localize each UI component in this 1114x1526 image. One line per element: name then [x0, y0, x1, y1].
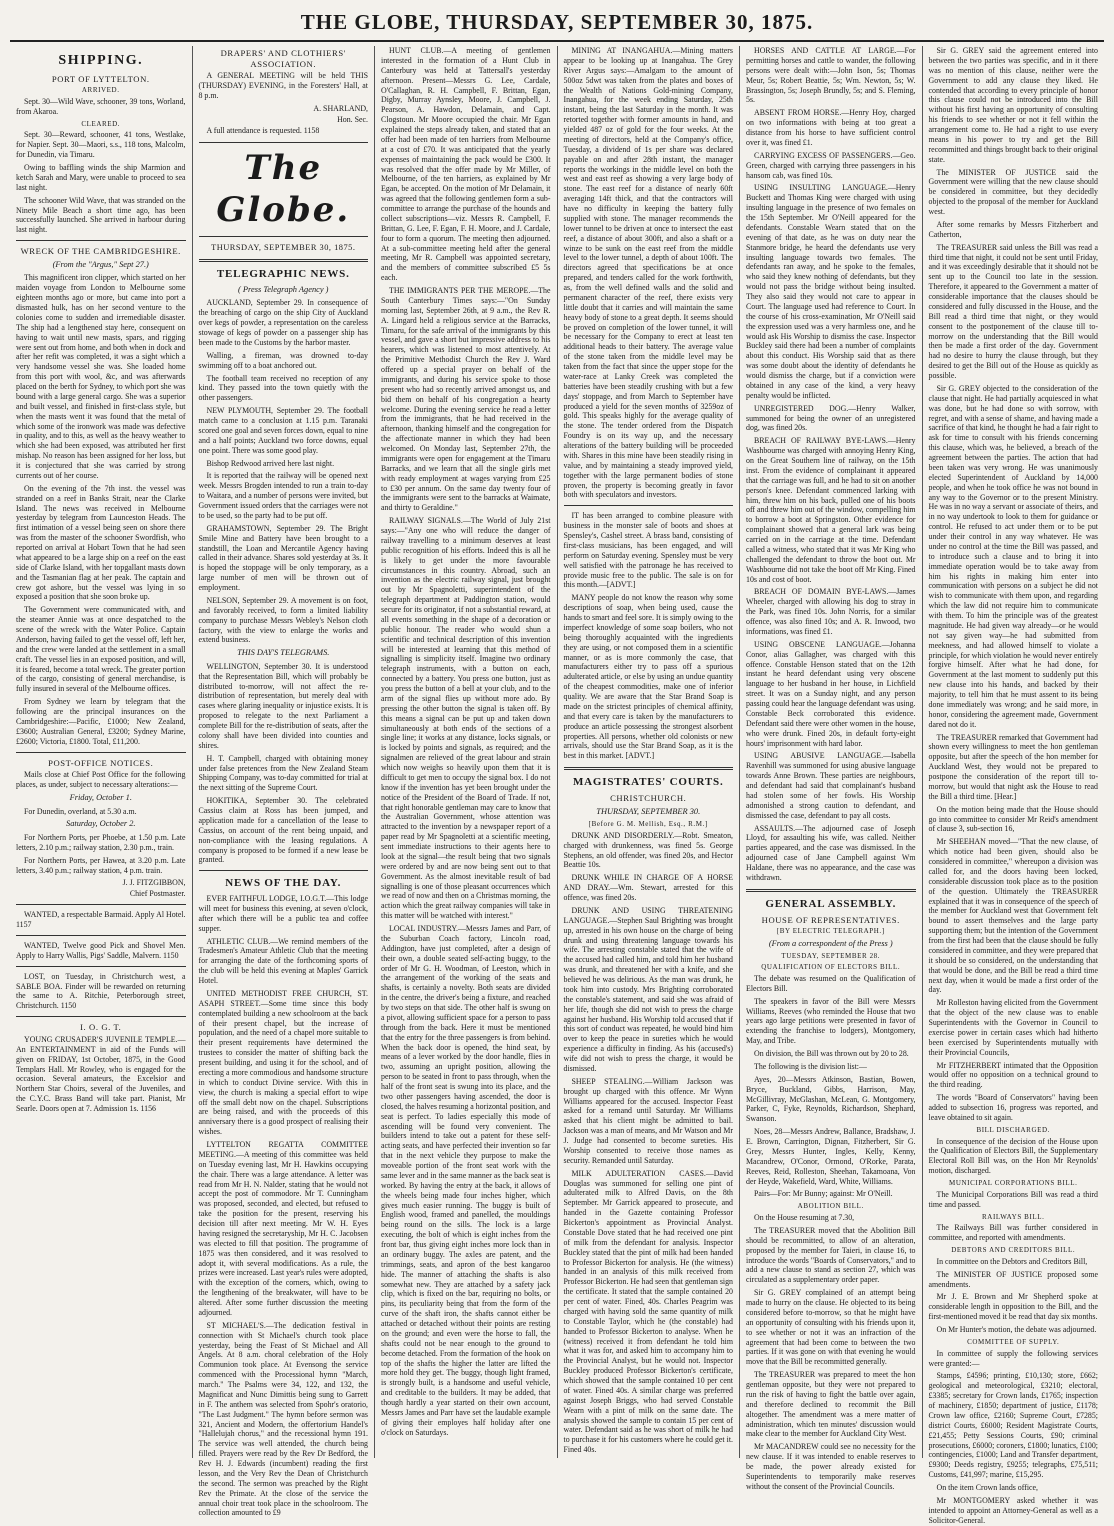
assembly-para: The TREASURER said unless the Bill was read a third time that night, it could not be sent until Friday, and it was exceedingly desirable that it should not be sent up to the Council too late in the session. Therefore, it appeared to the Government a matter of considerable importance that the clauses should be considered and fully discussed in the House, and the Bill read a third time that night, or they would consent to the postponement of the clause till to-morrow on the understanding that the Bill would then be made a first order of the day. Government had no desire to hurry the clause through, but they desired to get the Bill out of the House as quickly as possible.: [928, 242, 1098, 380]
telegram: AUCKLAND, September 29. In consequence of the breaching of cargo on the ship City of Auckland over kegs of powder, a representation on the careless stowage of kegs of powder on a passenger ship has been made to the Customs by the harbor master.: [198, 298, 368, 347]
divider: [16, 935, 186, 936]
assembly-para: The MINISTER OF JUSTICE said the Government were willing that the new clause should be considered in committee, but they decidedly objected to the proposal of the member for Auckland west.: [928, 167, 1098, 216]
column-2: [193, 46, 376, 1518]
telegram: It is reported that the railway will be opened next week. Messrs Brogden intended to run a train to-day to Waitara, and a number of persons were invited, but Government issued orders that the carriages were not to be used, so the party had to be put off.: [198, 471, 368, 520]
post-office-signature: J. J. FITZGIBBON,: [122, 878, 186, 888]
divider: [16, 752, 186, 753]
assembly-para: Mr Rolleston having elicited from the Government that the object of the new clause was to enable Superintendents with the Governor in Council to exercise power in certain cases which had hitherto been exercised by Superintendents mutually with their Provincial Councils,: [928, 998, 1098, 1057]
divider: [199, 259, 369, 262]
post-office-title: Chief Postmaster.: [129, 889, 186, 899]
news-item: THE IMMIGRANTS PER THE MEROPE.—The South Canterbury Times says:—"On Sunday morning last, September 26th, at 9 a.m., the Rev R. A. Lingard held a religious service at the Barracks, Timaru, for the safe arrival of the immigrants by this vessel, and gave a short but impressive address to his hearers, which was listened to most attentively. At the Primitive Methodist Church the Rev J. Ward offered up a special prayer on behalf of the immigrants, and during his service spoke to those present who had so recently arrived amongst us, and bid them on behalf of his congregation a hearty welcome. During the evening service he read a letter from the immigrants, that he had received in the afternoon, thanking himself and the congregation for the affectionate manner in which they had been welcomed. On Monday last, September 27th, the immigrants were open for engagement at the Timaru Barracks, and we learn that all the single girls met with ready employment at wages varying from £25 to £30 per annum. On the same day twenty four of the immigrants were sent to the barracks at Waimate, and thirty to Geraldine.": [381, 286, 551, 513]
news-of-the-day-heading: NEWS OF THE DAY.: [225, 877, 342, 890]
assembly-para: In committee of supply the following services were granted:—: [928, 1348, 1098, 1368]
cleared-heading: CLEARED.: [81, 119, 121, 128]
divider: [564, 767, 734, 770]
telegraphic-news-heading: TELEGRAPHIC NEWS.: [216, 268, 350, 281]
divider: [16, 1016, 186, 1017]
assembly-para: On the motion being made that the House should go into committee to consider Mr Reid's amendment of clause 3, sub-section 16,: [928, 804, 1098, 834]
railways-heading: RAILWAYS BILL.: [982, 1212, 1045, 1221]
court-case: USING OBSCENE LANGUAGE.—Johanna Conor, alias Gallagher, was charged with this offence. Constable Henson stated that on the 12th instant he heard defendant using very obscene language to her husband in her house, in Lichfield street. It was on a Sunday night, and any person passing could hear the language defendant was using. Constable Beck corroborated this evidence. Defendant said there were other women in the house, who were drunk. Fined 20s, in default forty-eight hours' imprisonment with hard labor.: [746, 639, 916, 748]
divider: [16, 966, 186, 967]
assembly-para: The TREASURER was prepared to meet the hon gentleman opposite, but they were not prepared to run the risk of having to fight the battle over again, and therefore declined to recommit the Bill altogether. The amendment was a mere matter of administration, which ten minutes' discussion would make clear to the member for Auckland City West.: [746, 1370, 916, 1439]
shipping-heading: SHIPPING.: [58, 53, 144, 68]
bill-discharged-heading: BILL DISCHARGED.: [976, 1125, 1050, 1134]
association-notice: A GENERAL MEETING will be held THIS (THURSDAY) EVENING, in the Foresters' Hall, at 8 p.m.: [198, 71, 368, 101]
telegram: H. T. Campbell, charged with obtaining money under false pretences from the New Zealand Steam Shipping Company, was to-day committed for trial at the next sitting of the Supreme Court.: [198, 753, 368, 793]
masthead: THE GLOBE, THURSDAY, SEPTEMBER 30, 1875.: [10, 6, 1104, 42]
assembly-para: On Mr Hunter's motion, the debate was adjourned.: [936, 1325, 1097, 1334]
court-case: BREACH OF RAILWAY BYE-LAWS.—Henry Washbourne was charged with annoying Henry King, on the Great Southern line of railway, on the 15th inst. From the evidence of complainant it appeared that the carriage was full, and he had to sit on another person's knee. Defendant commenced larking with him, threw him on his back, pulled one of his boots off and threw him out of the window, compelling him to borrow a boot at Springston. Other evidence for complainant showed that a general lark was being carried on in the carriage at the time. Defendant called a witness, who stated that it was Mr King who challenged the defendant to throw the boot out. Mr Washbourne did not take the boot off Mr King. Fined 10s and cost of boot.: [746, 436, 916, 584]
post-office-heading: POST-OFFICE NOTICES.: [48, 757, 154, 768]
telegram: WELLINGTON, September 30. It is understood that the Representation Bill, which will probably be distributed to-morrow, will not affect the re-distribution of representation, but merely deal with cases where glaring inequality or injustice exists. It is proposed to relegate to the next Parliament a complete Bill for the re-distribution of seats, after the colony shall have been divided into counties and shires.: [198, 661, 368, 750]
court-case: DRUNK AND USING THREATENING LANGUAGE.—Stephen Saul Brighting was brought up, arrested in his own house on the charge of being drunk and using threatening language towards his wife. The arresting constable stated that the wife of the accused had called him, and told him her husband was drunk, and threatened her with a knife, and she believed he was delirious. As the man was drunk, he took him into custody. Mrs Brighting corroborated the constable's statement, and said she was afraid of her life, though she did not wish to press the charge against her husband. His Worship told accused that if this sort of conduct was repeated, he would bind him over to keep the peace in sureties which he would experience a difficulty in finding. As his (accused's) wife did not wish to press the charge, it would be dismissed.: [563, 905, 733, 1073]
assembly-para: Pairs—For: Mr Bunny; against: Mr O'Neill.: [754, 1189, 893, 1199]
association-footer: A full attendance is requested. 1158: [206, 125, 320, 135]
post-office-line: For Dunedin, overland, at 5.30 a.m.: [24, 806, 137, 816]
assembly-para: In consequence of the decision of the House upon the Qualification of Electors Bill, the Supplementary Electoral Roll Bill was, on the Hon Mr Reynolds' motion, discharged.: [928, 1136, 1098, 1176]
court-case: USING ABUSIVE LANGUAGE.—Isabella Ravenhill was summoned for using abusive language towards Anne Brown. These parties are neighbours, and defendant had said that complainant's husband had stolen some of her fowls. His Worship admonished a strong caution to defendant, and dismissed the case, defendant to pay all costs.: [746, 751, 916, 820]
house-heading: HOUSE OF REPRESENTATIVES.: [761, 914, 900, 925]
association-signature: A. SHARLAND,: [313, 104, 368, 114]
court-case: MILK ADULTERATION CASES.—David Douglas was summoned for selling one pint of adulterated milk to Alfred Davis, on the 8th September. Mr Garrick appeared to prosecute, and handed in the Gazette containing Professor Bickerton's appointment as Provincial Analyst. Constable Dove stated that he had received one pint of milk from the defendant for analysis. Inspector Buckley stated that the pint of milk had been handed to Professor Bickerton for analysis. He (the witness) handed in an analysis of this milk received from Professor Bickerton. He had seen that gentleman sign the certificate. It stated that the sample contained 20 per cent of water. Fined, 40s. Charles Peagrim was charged with having sold the same quantity of milk to Constable Taylor, which he (the constable) had handed to Professor Bickerton to analyse. When he (witness) received it from defendant he told him what it was for, and asked him to accompany him to the Provincial Analyst, but he would not. Inspector Buckley produced Professor Bickerton's certificate, which showed that the sample contained 10 per cent of water. Fined 40s. A similar charge was preferred against Joseph Briggs, who had served Constable Wearn with a pint of milk on the same date. The analysis showed the sample to contain 15 per cent of water. Defendant said as he was short of milk he had to purchase it for his customers where he could get it. Fined 40s.: [563, 1168, 733, 1455]
court-case: ASSAULTS.—The adjourned case of Joseph Lloyd, for assaulting his wife, was called. Neither parties appeared, and the case was dismissed. In the adjourned case of Jane Campbell against Wm Haldane, there was no appearance, and the case was withdrawn.: [746, 823, 916, 882]
assembly-para: Sir G. GREY objected to the consideration of the clause that night. He had partially acquiesced in what was done, but he had done so with sorrow, with regret, and with a sense of shame, and having made a sacrifice of that kind, he thought he had a fair right to ask for time to consult with his friends concerning this clause, which was, he believed, a breach of the agreement between the parties. The action that had been taken was very wrong. He was unanimously elected Superintendent of Auckland by 14,000 people, and when he took office he was not bound in any way to the Governor or to the present Ministry. He was in no way a servant or associate of theirs, and in no way undertook to look to them for guidance or control. He refused to act under them or to be put under their control in any way whatever. He was under no control at the time the Bill was passed, and to introduce such a clause and to bring it into immediate operation would be to take away from him his rights in making him enter into communication with persons on a subject he did not wish to communicate with them upon, and regarding which the law did not require him to communicate with them. To him the principle was of the greatest magnitude. He had given way already—or he would not say given way—he had submitted from meekness, and had allowed himself to violate a principle, for which violation he would never entirely forgive himself. After what he had done, for Government at the last moment to suddenly put this new clause into his hands, and backed by their majority, to tell him that he must assent to its being done immediately was wrong; and he said more, in honor, considering the agreement made, Government dared not do it.: [928, 383, 1098, 729]
assembly-para: Mr J. E. Brown and Mr Shepherd spoke at considerable length in opposition to the Bill, and the first-mentioned moved it be read that day six months.: [928, 1292, 1098, 1322]
the-globe-logo: The Globe.: [199, 142, 369, 237]
wreck-source: (From the "Argus," Sept 27.): [52, 259, 149, 269]
assembly-para: Mr MACANDREW could see no necessity for the new clause. If it was intended to enable reserves to be made, the power already existed for Superintendents to temporarily make reserves without the consent of the Provincial Councils.: [746, 1442, 916, 1491]
ad-iogt: YOUNG CRUSADER'S JUVENILE TEMPLE.—An ENTERTAINMENT in aid of the Funds will given on FRIDAY, 1st October, 1875, in the Good Templars Hall. Mr Rowley, who is engaged for the occasion. Several amateurs, the Excelsior and Northern Star Choirs, several of the Juveniles, and the C.Y.C. Brass Band will take part. Pianist, Mr Searle. Doors open at 7. Admission 1s. 1156: [16, 1034, 186, 1114]
assembly-para: Mr FITZHERBERT intimated that the Opposition would offer no opposition on a technical ground to the third reading.: [928, 1060, 1098, 1090]
assembly-para: The speakers in favor of the Bill were Messrs Williams, Reeves (who reminded the House that two years ago large petitions were presented in favor of extending the franchise to lodgers), Montgomery, May, and Tribe.: [746, 996, 916, 1046]
ad-barmaid: WANTED, a respectable Barmaid. Apply Al Hotel. 1157: [16, 910, 186, 930]
court-case: UNREGISTERED DOG.—Henry Walker, summoned for being the owner of an unregistered dog, was fined 20s.: [746, 403, 916, 433]
issue-date: THURSDAY, SEPTEMBER 30, 1875.: [211, 242, 356, 252]
post-office-line: For Northern Ports, per Hawea, at 3.20 p.m. Late letters, 3.40 p.m.; railway station, 4 p.m. train.: [16, 855, 186, 875]
column-6: [923, 46, 1105, 1525]
cleared-text: Sept. 30—Reward, schooner, 41 tons, Westlake, for Napier. Sept. 30—Maori, s.s., 118 tons, Malcolm, for Dunedin, via Timaru.: [16, 130, 186, 160]
telegram: NELSON, September 29. A movement is on foot, and favorably received, to form a limited liability company to purchase Messrs Webley's Nelson cloth factory, with the view to enlarge the works and extend business.: [198, 595, 368, 645]
qualification-heading: QUALIFICATION OF ELECTORS BILL.: [761, 963, 901, 972]
assembly-para: Mr SHEEHAN moved—"That the new clause, of which notice had been given, should also be considered in committee," whereupon a division was called for, and the doors having been locked, considerable discussion took place as to the position of the question. Ultimately the TREASURER explained that it was in consequence of the speech of the member for Auckland west that Government felt bound to assert themselves and the large party supporting them; but the intention of the Government from the first had been that the clause should be fully considered in committee, and they were prepared that it should be so considered, on the understanding that that would be done, and the Bill be read a third time next day, when it would be made a first order of the day.: [928, 837, 1098, 995]
assembly-para: The TREASURER moved that the Abolition Bill should be recommitted, to allow of an alteration, proposed by the member for Taieri, in clause 16, to introduce the words "Boards of Conservators," and to add a new clause to stand as section 27, which was circulated as a supplementary order paper.: [746, 1225, 916, 1285]
divider: [16, 904, 186, 905]
news-item: EVER FAITHFUL LODGE, I.O.G.T.—This lodge will meet for business this evening, at seven o'clock, after which there will be a public tea and coffee supper.: [198, 894, 368, 933]
assembly-para: On the item Crown lands office,: [936, 1483, 1039, 1492]
news-item: LOCAL INDUSTRY.—Messrs James and Parr, of the Suburban Coach factory, Lincoln road, Addington, have just completed, after a design of their own, a double seated self-acting buggy, to the order of Mr G. H. Woodman, of Leeston, which in the arrangement of the working of the seats and shafts, is certainly a novelty. Both seats are divided in the centre, the driver's being a fixture, and reached by two steps on that side. The other half is swung on a pivot, allowing sufficient space for a person to pass through from the back. Here it must be mentioned that the entry for the three passengers is from behind. When the back door is opened, the hind seat, by means of a lever worked by the door handle, flies in two, assuming an upright position, allowing the person to be seated in front to pass through, when the half of the front seat is swung into its place, and the two other passengers having ascended, the door is closed, the halves resuming a horizontal position, and seat is perfect. To ladies especially this mode of ascending will be found very convenient. The builders intend to take out a patent for these self-acting seats, and have perfected their invention so far that in the next vehicle they purpose to make the moveable portion of the front seat work with the same lever and in the same manner as the back seat is worked. By having the entry at the back, it allows of the wheels being made four inches higher, which gives much easier running. The buggy is built of English wood, framed and panelled, the mouldings being round on the sills. The lock is a large executing, the bolt of which is eight inches from the front bar, thus giving eight inches more lock than in an ordinary buggy. The axles are patent, and the trimmings, seats, and apron of the best kangaroo hide. The manner of attaching the shafts is also somewhat new. They are attached by a safety jack clip, which is fixed on the bar, requiring no bolts, or pins, its peculiarity being that from the form of the curve of the shaft iron, the shafts cannot either be attached or detached without their points are resting on the ground; and even were the horse to fall, the shafts could not be near enough to the ground to become detached. From the formation of the hook on top of the shafts the higher the latter are lifted the more hold they get. The buggy, though light framed, is strongly built, is a handsome and useful vehicle, and creditable to the builders. It may be added, that though hardly a year started on their own account, Messrs James and Parr have set the laudable example of giving their employes half holiday after one o'clock on Saturdays.: [381, 924, 551, 1437]
municipal-heading: MUNICIPAL CORPORATIONS BILL.: [949, 1179, 1078, 1187]
electric-telegraph: [BY ELECTRIC TELEGRAPH.]: [776, 927, 885, 936]
telegram: Walling, a fireman, was drowned to-day swimming off to a boat anchored out.: [198, 350, 368, 370]
post-office-line: For Northern Ports, per Phoebe, at 1.50 p.m. Late letters, 2.10 p.m.; railway station, 2.30 p.m., train.: [16, 832, 186, 852]
court-case: ABSENT FROM HORSE.—Henry Hoy, charged on two informations with being at too great a distance from his horse to have sufficient control over it, was fined £1.: [746, 108, 916, 147]
divider: [16, 240, 186, 241]
shipping-para: Owing to baffling winds the ship Marmion and ketch Sarah and Mary, were unable to proceed to sea last night.: [16, 163, 186, 192]
wreck-para: The Government were communicated with, and the steamer Annie was at once despatched to the scene of the wreck with the Water Police. Captain Anderson, having failed to get the vessel off, left her, and the crew were landed at the settlement in a small craft. The vessel lies in an exposed position, and will, it is feared, become a total wreck. The greater portion of the cargo, consisting of general merchandise, is fully insured in several of the Melbourne offices.: [16, 605, 186, 694]
port-heading: PORT OF LYTTELTON.: [51, 73, 150, 84]
wreck-para: From Sydney we learn by telegram that the following are the principal insurances on the Cambridgeshire:—Pacific, £1000; New Zealand, £3600; Australian General, £3200; Sydney Marine, £2600; Victoria, £1800. Total, £11,200.: [16, 697, 186, 746]
wreck-heading: WRECK OF THE CAMBRIDGESHIRE.: [20, 246, 181, 257]
court-case: USING INSULTING LANGUAGE.—Henry Buckett and Thomas King were charged with using insulting language in the presence of two females on the 15th September. Mr O'Neill appeared for the defendants. Constable Wearn stated that on the evening of that date, as he was on duty near the Stanmore bridge, he heard the defendants use very insulting language towards two females. The defendants ran away, and he spoke to the females, who said they knew nothing of defendants, but they would not pass the bridge without being insulted. They also said they would not care to appear in Court. The language used had reference to Court. In the course of his cross-examination, Mr O'Neill said the expression used was a very harmless one, and he would ask His Worship to dismiss the case. Inspector Buckley said there had been a number of complaints about this conduct. His Worship said that as there was some doubt about the identity of defendants he would dismiss the charge, but if a conviction were obtained in any case of the kind, a very heavy penalty would be inflicted.: [746, 183, 916, 400]
court-date: THURSDAY, SEPTEMBER 30.: [596, 806, 701, 816]
column-4: [558, 46, 741, 1458]
column-3: [375, 46, 558, 1458]
iogt-heading: I. O. G. T.: [80, 1022, 122, 1033]
association-heading: DRAPERS' AND CLOTHIERS' ASSOCIATION.: [220, 48, 346, 69]
assembly-para: The Municipal Corporations Bill was read a third time and passed.: [928, 1189, 1098, 1209]
divider: [199, 870, 369, 871]
arrived-text: Sept. 30—Wild Wave, schooner, 39 tons, Worland, from Akaroa.: [16, 96, 186, 116]
assembly-para: Sir G. GREY said the agreement entered into between the two parties was specific, and in it there was no mention of this clause, neither were the Government to add any clause they liked. He contended that according to every principle of honor this clause could not be introduced into the Bill without his first having an opportunity of consulting his friends to see whether or not it fell within the arrangement come to. He had a right to use every means in his power to try and get the Bill recommitted and things brought back to their original state.: [928, 46, 1098, 164]
news-item: MINING AT INANGAHUA.—Mining matters appear to be looking up at Inangahua. The Grey River Argus says:—Amalgam to the amount of 500oz 5dwt was taken from the plates and boxes of the Wealth of Nations Gold-mining Company, Inangahua, for the week ending Saturday, 25th instant, being the last Saturday in the month. It was retorted together with former amounts in hand, and yielded 487 oz of gold for the four weeks. At the meeting of directors, held at the Company's office, Tuesday, a dividend of 1s per share was declared payable on and after 28th instant, the manager reports the workings in the middle level on both the west and east reef as showing a very large body of stone. The east reef for a distance of nearly 60ft averaging 14ft thick, and that the contractors will have no difficulty in keeping the battery fully supplied with stone. The manager recommends the lower tunnel to be driven at once to intersect the east reef, a distance of about 300ft, and also a shaft or a winze to be sunk on the east reef from the middle level to the lower tunnel, a depth of about 100ft. The directors agreed that specifications be at once prepared, and tenders called for the work forthwith, as, from the well defined walls and the solid and permanent character of the reef, there exists very little doubt that it carries and will maintain the same heavy body of stone to a great depth. It seems should be proved on completion of the lower tunnel, it will be necessary for the Company to erect at least ten additional heads to their battery. The average value of the stone taken from the middle level may be taken from the fact that since the upper stope for the water-race at Lanky Creek was completed the batteries have been steadily crushing with but a few days' stoppage, and from March to September have produced a yield for the seven months of 3259oz of gold. This speaks highly for the average quality of the stone. The tender ordered from the Dispatch Foundry is on its way up, and the necessary alterations of the battery building will be proceeded with. Shares in this mine have been steadily rising in value, and by maintaining a steady improved yield, together with the large permanent bodies of stone proven, the property is becoming greatly in favor both with speculators and investors.: [563, 46, 733, 500]
assembly-date: TUESDAY, SEPTEMBER 28.: [781, 952, 881, 961]
post-office-friday: Friday, October 1.: [69, 793, 132, 803]
ad-lost-boa: LOST, on Tuesday, in Christchurch west, a SABLE BOA. Finder will be rewarded on returning the same to A. Ritchie, Peterborough street, Christchurch. 1150: [16, 971, 186, 1011]
column-1: [10, 46, 193, 1458]
court-case: BREACH OF DOMAIN BYE-LAWS.—James Wheeler, charged with allowing his dog to stray in the Park, was fined 10s. John Norris, for a similar offence, was also fined 10s; and A. R. Inwood, two informations, was fined £1.: [746, 587, 916, 636]
association-secretary: Hon. Sec.: [337, 114, 368, 124]
assembly-para: On division, the Bill was thrown out by 20 to 28.: [754, 1049, 909, 1059]
assembly-para: On the House resuming at 7.30,: [754, 1213, 855, 1223]
assembly-para: The MINISTER OF JUSTICE proposed some amendments.: [928, 1269, 1098, 1289]
general-assembly-heading: GENERAL ASSEMBLY.: [765, 897, 897, 910]
assembly-para: The TREASURER remarked that Government had shown every willingness to meet the hon gentleman opposite, but after the speech of the hon member for Auckland West, they would not be prepared to postpone the consideration of the report till to-morrow, but would that night ask the House to read the Bill a third time. [Hear.]: [928, 732, 1098, 801]
telegraph-source: ( Press Telegraph Agency ): [238, 284, 329, 294]
column-5: [740, 46, 923, 1491]
arrived-heading: ARRIVED.: [81, 86, 120, 95]
court-case: DRUNK AND DISORDERLY.—Robt. Smeaton, charged with drunkenness, was fined 5s. George Stephens, an old offender, was fined 20s, and Hector Beattie 10s.: [563, 830, 733, 870]
news-item: LYTTELTON REGATTA COMMITTEE MEETING.—A meeting of this committee was held on Tuesday evening last, Mr H. Hawkins occupying the chair. There was a large attendance. A letter was read from Mr H. N. Nalder, stating that he would not accept the post of commodore. Mr T. Cunningham was proposed, seconded, and elected, but refused to take the position for the present, reserving his decision till after next meeting. Mr W. H. Eyes having resigned the secretaryship, Mr H. C. Jacobsen was elected to fill that position. The programme of 1875 was then considered, and it was resolved to adopt it, with several modifications. As a rule, the prizes were increased. Last year's rules were adopted, with the exception of the corners, which, owing to the lengthening of the breakwater, will have to be altered. After some further discussion the meeting adjourned.: [198, 1140, 368, 1317]
court-case: CARRYING EXCESS OF PASSENGERS.—Geo. Green, charged with carrying three passengers in his hansom cab, was fined 10s.: [746, 150, 916, 180]
supply-heading: COMMITTEE OF SUPPLY.: [967, 1337, 1060, 1346]
post-office-intro: Mails close at Chief Post Office for the following places, as under, subject to necessary alterations:—: [16, 770, 186, 790]
court-city: CHRISTCHURCH.: [610, 792, 687, 803]
assembly-para: Ayes, 20—Messrs Atkinson, Bastian, Bowen, Bryce, Buckland, Gibbs, Harrison, May, McGillivray, McGlashan, McLean, G. Montgomery, Parker, C, Fyke, Reynolds, Richardson, Shephard, Swanson.: [746, 1074, 916, 1124]
wreck-para: This magnificent iron clipper, which started on her maiden voyage from London to Melbourne some eighteen months ago or more, but came into port a dismasted hulk, has on her second venture to the colonies come to sudden and irremediable disaster. The ship had a lengthened stay here, consequent on having to wait until new masts, spars, and rigging were sent out from home, and both when in dock and after her refit was completed, it was a sight which a very handsome vessel she was. She loaded home from this port with wool, &c, and was afterwards placed on the berth for Sydney, to which port she was bound with a large general cargo. She was a superior and built vessel, and finished in first-class style, but when the masts went it was found that the metal of which some of the ironwork was made was defective in quality, and to this, as well as the heavy weather to which she had been exposed, was attributed her first mishap. No reason has been assigned for her loss, but it is conjectured that she was carried by strong currents out of her course.: [16, 273, 186, 480]
ad-pick-shovel: WANTED, Twelve good Pick and Shovel Men. Apply to Harry Wallis, Pigs' Saddle, Malvern. 1150: [16, 940, 186, 960]
advertisement: MANY people do not know the reason why some descriptions of soap, when being used, cause the hands to smart and feel sore. It is simply owing to the imperfect knowledge of some soap boilers, who not being thoroughly acquainted with the ingredients they are using, or not composed them in a scientific manner, or as is more commonly the case, that manufacturers either try to pass off a spurious adulterated article, or else by using an undue quantity of the cheapest commodities, make one of inferior quality. We are aware that the Star Brand Soap is made on the strictest principles of chemical affinity, and that every care is taken by the manufacturers to produce an article possessing the strongest alsorbent properties. All persons, whether old colonists or new arrivals, should use the Star Brand Soap, as it is the best in this market. [ADVT.]: [563, 593, 733, 761]
assembly-para: After some remarks by Messrs Fitzherbert and Catherton,: [928, 219, 1098, 239]
assembly-para: The words "Board of Conservators" having been added to subsection 16, progress was reported, and leave obtained to sit again.: [928, 1093, 1098, 1122]
news-item: HUNT CLUB.—A meeting of gentlemen interested in the formation of a Hunt Club in Canterbury was held at Tattersall's yesterday afternoon. Present—Messrs G. Lee, Cardale, O'Callaghan, R. H. Campbell, F. Brittan, Egan, Digby, Murray Aynsley, Moore, J. Campbell, J. Pearson, A. Hawdon, Delamain, and Capt. Clogstoun. Mr Moore occupied the chair. Mr Egan explained the steps already taken, and stated that an offer had been made of ten harriers from Melbourne at a cost of £70. It was anticipated that the yearly expenses of maintaining the pack would be £300. It was resolved that the offer made by Mr Miller, of Melbourne, of the ten harriers, as explained by Mr Egan, be accepted. On the motion of Mr Delamain, it was agreed that the following gentlemen form a sub-committee to arrange the purchase of the hounds and collect subscriptions—viz. Messrs R. Campbell, F. Brittan, G. Lee, F. Egan, F. H. Moore, and J. Cardale, four to form a quorum. The meeting then adjourned. At a sub-committee meeting held after the general meeting, Mr R. Campbell was appointed secretary, and the members of committee subscribed £5 5s each.: [381, 46, 551, 283]
court-case: HORSES AND CATTLE AT LARGE.—For permitting horses and cattle to wander, the following persons were dealt with:—John Ison, 5s; Thomas Meur, 5s; Robert Beattie, 5s; Wm. Newton, 5s; W. Brassington, 5s; Joseph Brundly, 5s; and S. Fleming, 5s.: [746, 46, 916, 105]
news-item: ST MICHAEL'S.—The dedication festival in connection with St Michael's church took place yesterday, being the Feast of St Michael and All Angels. At 8 a.m. choral celebration of the Holy Communion took place. At Evensong the service commenced with the Processional hymn "March, march." The Psalms were 34, 122, and 132, the Magnificat and Nunc Dimittis being sung to Garrett in F. The anthem was selected from Spohr's oratorio, "The Last Judgment." The hymn before sermon was 321, Ancient and Modern, the offertorium Handel's "Hallelujah chorus," and the recessional hymn 191. The service was well attended, the church being filled. Prayers were read by the Rev Dr Bedford, the Rev H. J. Edwards (incumbent) reading the first lesson, and the Very Rev the Dean of Christchurch the second. The sermon was preached by the Right Rev the Primate. At the close of the service the annual choir treat took place in the schoolroom. The collection amounted to £9: [198, 1320, 368, 1518]
columns: [10, 46, 1104, 1525]
news-item: RAILWAY SIGNALS.—The World of July 21st says:—"Any one who will reduce the danger of railway travelling to a minimum deserves at least public recognition of his efforts. Indeed this is all he is likely to get under the more favourable circumstances in this country. Abroad, such an invention as the electric railway signal, just brought out by Mr Spagnoletti, superintendent of the telegraph department at Paddington station, would secure for its originator, if not a substantial reward, at all events something in the shape of a decoration or public honour. The reader who would shun a scientific and technical description of this invention will be interested at learning that this method of signalling is simplicity itself. Imagine two ordinary telegraph instruments, with a button on each, connected by a battery. You press one button, just as you press the button of a bell at your club, and to the arm of the signal flies up without more ado. By pressing the other button the signal is taken off. By this means a signal can be put up and taken down simultaneously at both ends of the sections of a single line; it works at any distance, locks signals, or is locked by points and signals, as required; and the signalmen are relieved of the great labour and strain which now weighs so heavily upon them that it is difficult to get men to occupy the signal box. I do not know if the invention has yet been brought under the notice of the President of the Board of Trade. If not, that right honorable gentleman may care to know that the Australian Government, whose attention was attracted to the invention by a newspaper report of a paper read by Mr Spagnoletti at a scientific meeting, sent immediate instructions to their agents here to look at the signal—the result being that two signals were ordered by and are now being sent out to that Government. As the almost inevitable result of bad signalling is one of those pleasant occurrences which we read of now and then on a Christmas morning, the action which the great railway companies will take in this matter will be watched with interest.": [381, 516, 551, 921]
telegram: Bishop Redwood arrived here last night.: [206, 458, 335, 468]
telegram: GRAHAMSTOWN, September 29. The Bright Smile Mine and Battery have been brought to a standstill, the Loan and Mercantile Agency having called in their advance. Shares sold yesterday at 3s. It is hoped the stoppage will be only temporary, as a large number of men will be thrown out of employment.: [198, 523, 368, 593]
divider: [564, 505, 734, 506]
assembly-para: Stamps, £4596; printing, £10,130; store, £662; geological and meteorological, £3210; electoral, £3385; secretary for Crown lands, £1765; inspection of machinery, £1850; department of justice, £1178; Crown law office, £2160; Supreme Court, £7285; district Courts, £6000; Resident Magistrate Courts, £21,455; Petty Sessions Courts, £90; criminal prosecutions, £6000; coroners, £1800; lunatics, £100; contingencies, £1000; Land and Transfer department, £9300; Deeds registry, £9255; telegraphs, £75,511; Customs, £41,997; marine, £15,295.: [928, 1371, 1098, 1480]
telegram: The football team received no reception of any kind. They passed into the town quietly with the other passengers.: [198, 373, 368, 403]
assembly-para: The Railways Bill was further considered in committee, and reported with amendments.: [928, 1223, 1098, 1243]
divider: [746, 889, 916, 892]
post-office-saturday: Saturday, October 2.: [66, 819, 136, 829]
magistrates-courts-heading: MAGISTRATES' COURTS.: [573, 776, 724, 789]
telegram: NEW PLYMOUTH, September 29. The football match came to a conclusion at 1.15 p.m. Taranaki scored one goal and seven forces down, equal to nine and a half points; Auckland two force downs, equal one point. There was some good play.: [198, 406, 368, 455]
abolition-heading: ABOLITION BILL.: [797, 1202, 864, 1211]
telegram: HOKITIKA, September 30. The celebrated Cassius claim at Ross has been jumped, and application made for a cancellation of the lease to Cassius, on account of the rent being unpaid, and non-compliance with the leasing regulations. A company is proposed to be formed if a new lease be granted.: [198, 796, 368, 865]
assembly-para: In committee on the Debtors and Creditors Bill,: [936, 1256, 1088, 1266]
news-item: UNITED METHODIST FREE CHURCH, ST. ASAPH STREET.—Some time since this body contemplated building a new schoolroom at the back of their present chapel, but the increase of population, and the need of a chapel more suitable to their present requirements have determined the trustees to consider the matter of shifting back the present building, and using it for the school, and of erecting a more commodious and handsome structure in which to conduct Divine service. With this in view, the church is making a special effort to wipe off the small debt now on the chapel. Subscriptions are being raised, and with the proceeds of this anniversary there is a good prospect of realising their wishes.: [198, 988, 368, 1137]
court-case: DRUNK WHILE IN CHARGE OF A HORSE AND DRAY.—Wm. Stewart, arrested for this offence, was fined 20s.: [563, 873, 733, 903]
news-item: ATHLETIC CLUB.—We remind members of the Tradesmen's Amateur Athletic Club that the meeting for arranging the date of the forthcoming sports of the club will be held this evening at Maples' Garrick Hotel.: [198, 936, 368, 986]
assembly-para: The debate was resumed on the Qualification of Electors Bill.: [746, 973, 916, 993]
court-case: SHEEP STEALING.—William Jackson was brought up charged with this offence. Mr Wynn Williams appeared for the accused. Inspector Feast asked for a remand until Saturday. Mr Williams asked that his client might be admitted to bail. Jackson was a man of means, and Mr Watson and Mr J. Judge had consented to become sureties. His Worship consented to receive those names as security. Remanded until Saturday.: [563, 1076, 733, 1165]
assembly-para: Sir G. GREY complained of an attempt being made to hurry on the clause. He objected to its being considered before to-morrow, so that he might have an opportunity of consulting with his friends upon it, to see whether or not it was an infraction of the agreement that had been come to between the two parties. If it was gone on with that evening he would move that the Bill be recommitted generally.: [746, 1288, 916, 1367]
wreck-para: On the evening of the 7th inst. the vessel was stranded on a reef in Banks Strait, near the Clarke Island. The news was received in Melbourne yesterday by telegram from Launceston Heads. The first intimation of a vessel being seen on shore there was from the master of the schooner Swordfish, who reported on arrival at Hobart Town that he had seen what appeared to be a large ship on a reef on the east side of Clarke Island, with her topgallant masts down and the Tasmanian flag at her peak. The captain and crew got ashore, but the vessel was lying in so exposed a position that she soon broke up.: [16, 483, 186, 602]
debtors-heading: DEBTORS AND CREDITORS BILL.: [951, 1246, 1076, 1254]
todays-telegrams-heading: THIS DAY'S TELEGRAMS.: [237, 648, 330, 658]
court-before: [Before G. M. Mellish, Esq., R.M.]: [588, 820, 708, 829]
shipping-para: The schooner Wild Wave, that was stranded on the Ninety Mile Beach a short time ago, has been successfully launched. She arrived in harbour during last night.: [16, 195, 186, 235]
correspondent-note: (From a correspondent of the Press ): [768, 938, 893, 948]
advertisement: IT has been arranged to combine pleasure with business in the monster sale of boots and shoes at Spensley's, Cashel street. A brass band, consisting of first-class musicians, has been engaged, and will perform on Saturday evening. Spensley must be very well satisfied with the patronage he has received to provide music free to the public. The sale is on for this month.—[ADVT.]: [563, 511, 733, 590]
assembly-para: Noes, 28—Messrs Andrew, Ballance, Bradshaw, J. E. Brown, Carrington, Dignan, Fitzherbert, Sir G. Grey, Messrs Hunter, Ingles, Kelly, Kenny, Macandrew, O'Conor, Ormond, O'Rorke, Parata, Reeves, Reid, Rolleston, Sheehan, Takamoana, Von der Heyde, Wakefield, Ward, White, Williams.: [746, 1127, 916, 1186]
assembly-para: Mr MONTGOMERY asked whether it was intended to appoint an Attorney-General as well as a Solicitor-General.: [928, 1495, 1098, 1525]
assembly-para: The following is the division list:—: [754, 1061, 867, 1071]
